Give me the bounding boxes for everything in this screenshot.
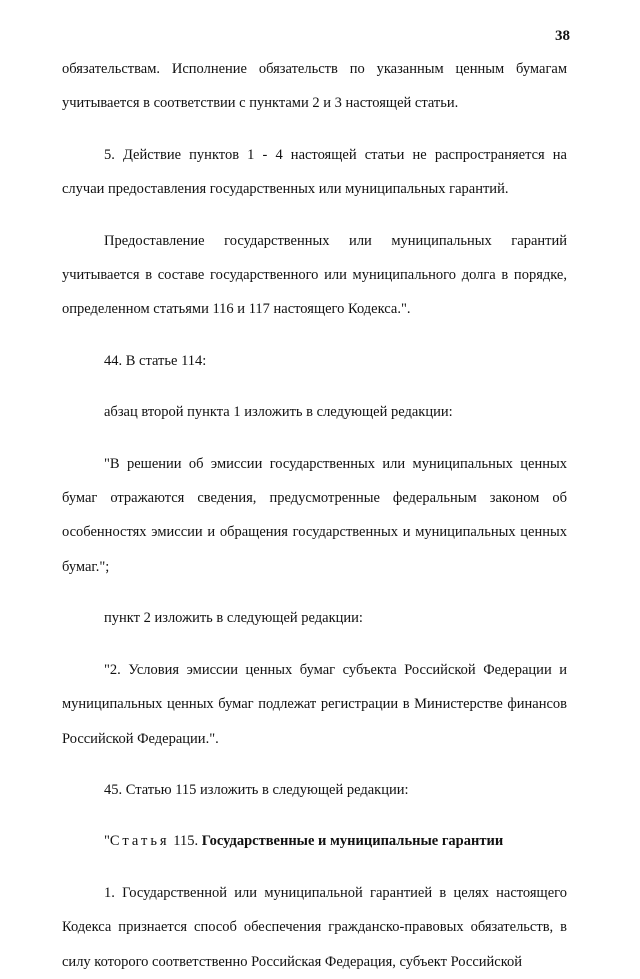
document-body	[62, 52, 567, 979]
article-number: 115.	[169, 833, 199, 850]
article-open-quote: "	[104, 833, 110, 850]
article-title: Государственные и муниципальные гарантии	[201, 833, 504, 850]
paragraph-quoted-emission: "В решении об эмиссии государственных или муниципальных ценных бумаг отражаются сведения, предусмотренные федеральным законом об особенностях эмиссии и обращения государственных и муниципальных ценных бумаг.";	[62, 455, 567, 575]
article-heading	[62, 824, 567, 858]
paragraph-amend-clause-1: абзац второй пункта 1 изложить в следующей редакции:	[104, 404, 453, 421]
paragraph-quoted-registration: "2. Условия эмиссии ценных бумаг субъекта Российской Федерации и муниципальных ценных бумаг подлежат регистрации в Министерстве финансов Российской Федерации.".	[62, 661, 567, 747]
paragraph-item-44: 44. В статье 114:	[104, 352, 207, 369]
page-number: 38	[555, 28, 570, 44]
paragraph-article-115-item-1: 1. Государственной или муниципальной гарантией в целях настоящего Кодекса признается способ обеспечения гражданско-правовых обязательств, в силу которого соответственно Российская Федерация, субъект Российской	[62, 884, 567, 970]
paragraph-item-45: 45. Статью 115 изложить в следующей редакции:	[104, 781, 409, 798]
paragraph-amend-clause-2: пункт 2 изложить в следующей редакции:	[104, 610, 363, 627]
paragraph-guarantees: Предоставление государственных или муниципальных гарантий учитывается в составе государственного или муниципального долга в порядке, определенном статьями 116 и 117 настоящего Кодекса.".	[62, 232, 567, 318]
paragraph-item-5: 5. Действие пунктов 1 - 4 настоящей статьи не распространяется на случаи предоставления государственных или муниципальных гарантий.	[62, 146, 567, 198]
paragraph-continuation: обязательствам. Исполнение обязательств по указанным ценным бумагам учитывается в соответствии с пунктами 2 и 3 настоящей статьи.	[62, 61, 567, 112]
article-label: Статья	[109, 833, 170, 850]
